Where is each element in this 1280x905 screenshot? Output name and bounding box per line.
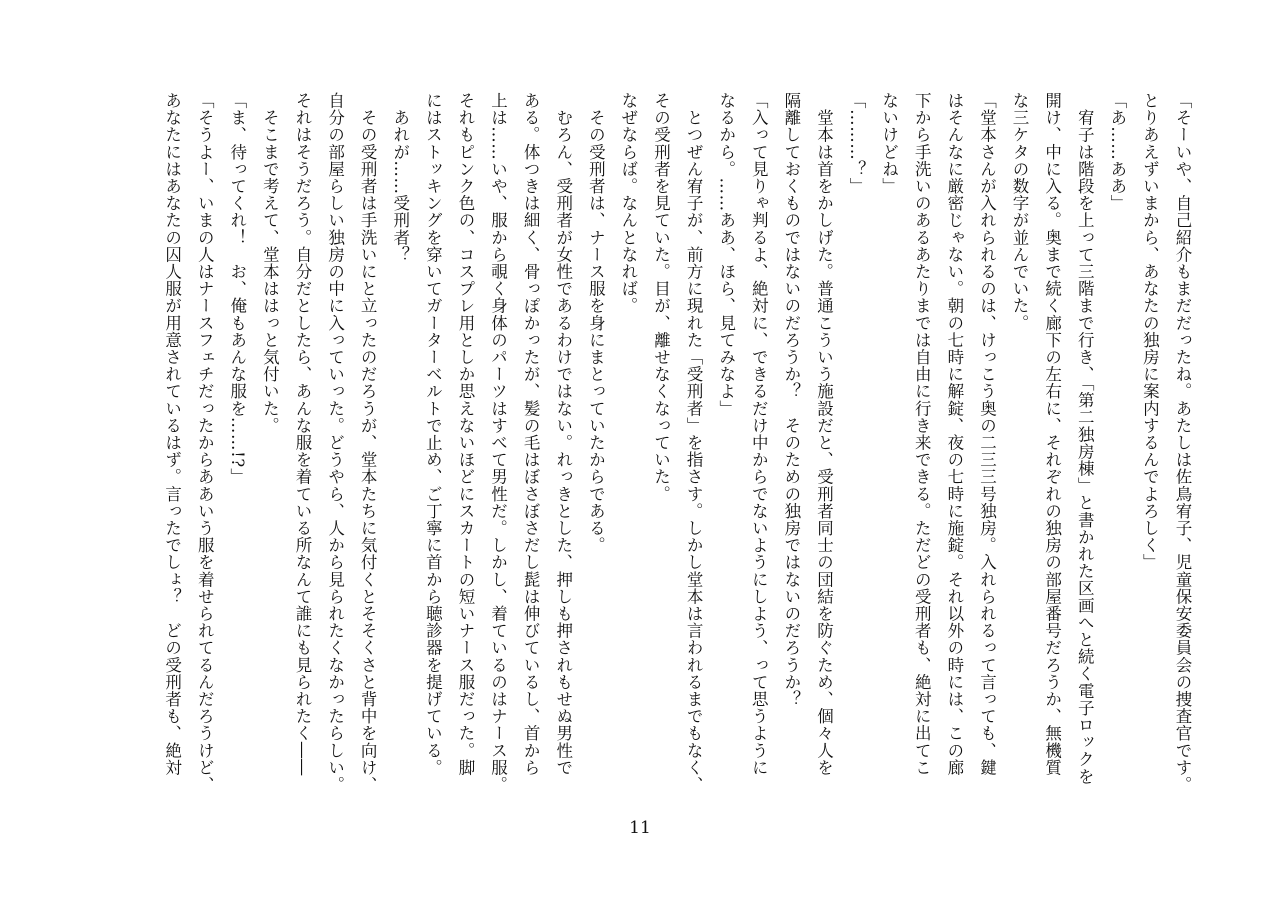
text-line: 堂本は首をかしげた。普通こういう施設だと、受刑者同士の団結を防ぐため、個々人を (814, 92, 834, 776)
text-line: 「そうよー、いまの人はナースフェチだったからああいう服を着せられてるんだろうけど、 (195, 92, 215, 794)
text-line: とつぜん宥子が、前方に現れた「受刑者」を指さす。しかし堂本は言われるまでもなく、 (684, 92, 704, 794)
text-line: な三ケタの数字が並んでいた。 (1010, 92, 1030, 332)
text-line: ないけどね」 (879, 92, 899, 195)
text-line: 「ま、待ってくれ！ お、俺もあんな服を……!?」 (227, 92, 247, 485)
text-line: その受刑者は手洗いにと立ったのだろうが、堂本たちに気付くとそそくさと背中を向け、 (358, 92, 378, 794)
text-line: 「あ……ああ」 (1107, 92, 1127, 212)
text-line: 宥子は階段を上って三階まで行き、「第二独房棟」と書かれた区画へと続く電子ロックを (1075, 92, 1095, 785)
text-line: 開け、中に入る。奥まで続く廊下の左右に、それぞれの独房の部屋番号だろうか、無機質 (1042, 92, 1062, 776)
text-line: 自分の部屋らしい独房の中に入っていった。どうやら、人から見られたくなかったらしい。 (325, 92, 345, 794)
text-line: なるから。……ああ、ほら、見てみなよ」 (716, 92, 736, 417)
text-line: 「堂本さんが入れられるのは、けっこう奥の二三三号独房。入れられるって言っても、鍵 (977, 92, 997, 776)
text-line: 「………？」 (847, 92, 867, 195)
text-line: その受刑者は、ナース服を身にまとっていたからである。 (586, 92, 606, 554)
text-line: 「入って見りゃ判るよ、絶対に、できるだけ中からでないようにしよう、って思うように (749, 92, 769, 776)
text-line: 「そーいや、自己紹介もまだだったね。あたしは佐鳥宥子、児童保安委員会の捜査官です。 (1173, 92, 1192, 794)
text-line: 上は……いや、服から覗く身体のパーツはすべて男性だ。しかし、着ているのはナース服。 (488, 92, 508, 794)
text-line: そこまで考えて、堂本ははっと気付いた。 (260, 92, 280, 434)
text-line: むろん、受刑者が女性であるわけではない。れっきとした、押しも押されもせぬ男性で (553, 92, 573, 776)
text-line: 隔離しておくものではないのだろうか？ そのための独房ではないのだろうか？ (781, 92, 801, 708)
text-line: それもピンク色の、コスプレ用としか思えないほどにスカートの短いナース服だった。脚 (455, 92, 475, 776)
text-line: あれが……受刑者？ (390, 92, 410, 263)
text-line: はそんなに厳密じゃない。朝の七時に解錠、夜の七時に施錠。それ以外の時には、この廊 (944, 92, 964, 776)
vertical-text-body (78, 92, 1198, 832)
text-line: それはそうだろう。自分だとしたら、あんな服を着ている所なんて誰にも見られたく―― (292, 92, 312, 776)
text-line: その受刑者を見ていた。目が、離せなくなっていた。 (651, 92, 671, 503)
text-line: とりあえずいまから、あなたの独房に案内するんでよろしく」 (1140, 92, 1160, 571)
text-line: あなたにはあなたの囚人服が用意されているはず。言ったでしょ？ どの受刑者も、絶対 (162, 92, 182, 776)
page-number: 11 (629, 818, 651, 838)
text-line: なぜならば。なんとなれば。 (618, 92, 638, 315)
text-line: 下から手洗いのあるあたりまでは自由に行き来できる。ただどの受刑者も、絶対に出てこ (912, 92, 932, 776)
text-line: ある。体つきは細く、骨っぽかったが、髪の毛はぼさぼさだし髭は伸びているし、首から (521, 92, 541, 776)
text-line: にはストッキングを穿いてガーターベルトで止め、ご丁寧に首から聴診器を提げている。 (423, 92, 443, 776)
